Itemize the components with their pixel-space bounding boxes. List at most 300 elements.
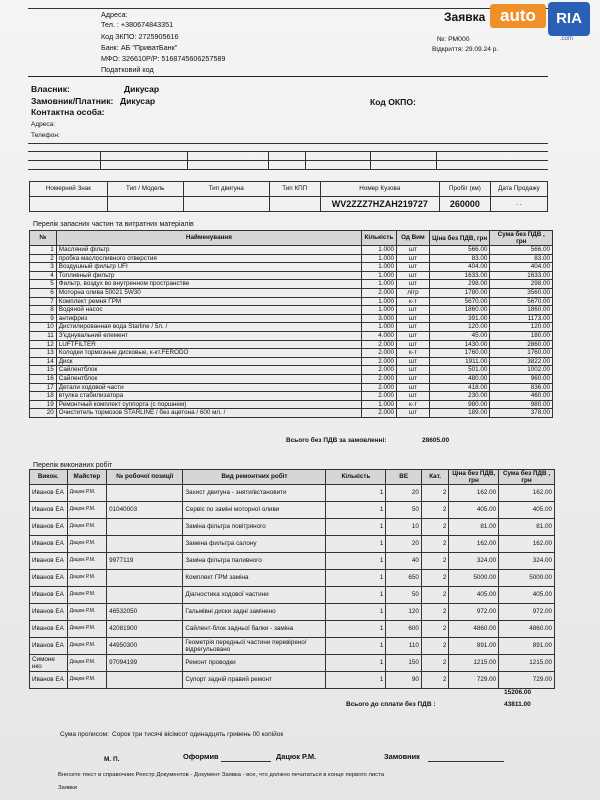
part-number: 15	[30, 366, 57, 375]
work-description: Сервіс по заміні моторної оливи	[183, 502, 326, 519]
part-sum: 1633.00	[490, 271, 553, 280]
work-description: Діагностика ходової частини	[183, 587, 326, 604]
work-price: 5000.00	[449, 570, 499, 587]
part-qty: 3.000	[361, 314, 396, 323]
part-sum: 1002.00	[490, 366, 553, 375]
work-executor: Иванов ЕА	[30, 621, 68, 638]
part-unit: шт	[396, 323, 429, 332]
grand-total-value: 43811.00	[504, 701, 531, 708]
parts-total-value: 28605.00	[422, 437, 450, 444]
part-unit: літр	[396, 288, 429, 297]
work-qty: 1	[326, 655, 386, 672]
work-executor: Симоне нко	[30, 655, 68, 672]
work-master: Дацюк Р.М.	[67, 672, 107, 689]
work-master: Дацюк Р.М.	[67, 621, 107, 638]
part-number: 2	[30, 254, 57, 263]
part-number: 14	[30, 357, 57, 366]
part-unit: шт	[396, 314, 429, 323]
work-category: 2	[421, 672, 448, 689]
works-header: № робочої позиції	[107, 470, 183, 485]
work-sum: 162.00	[499, 485, 555, 502]
part-price: 418.00	[429, 383, 490, 392]
part-qty: 2.000	[361, 392, 396, 401]
works-header: Ціна без ПДВ, грн	[449, 470, 499, 485]
parts-total-label: Всього без ПДВ за замовленні:	[286, 437, 387, 444]
parts-row	[30, 357, 553, 366]
zamovnyk-label: Замовник	[384, 752, 420, 761]
work-qty: 1	[326, 604, 386, 621]
vehicle-header: Номер Кузова	[320, 182, 439, 197]
work-price: 405.00	[449, 502, 499, 519]
doc-title: Заявка	[444, 10, 486, 24]
work-qty: 1	[326, 570, 386, 587]
work-description: Комплект ГРМ заміна	[183, 570, 326, 587]
work-category: 2	[421, 519, 448, 536]
work-sum: 4860.00	[499, 621, 555, 638]
part-unit: шт	[396, 374, 429, 383]
parts-header: Сума без ПДВ , грн	[490, 231, 553, 246]
part-name: Воздушный фильтр UFI	[56, 263, 361, 272]
work-price: 162.00	[449, 536, 499, 553]
work-price: 4860.00	[449, 621, 499, 638]
work-price: 1215.00	[449, 655, 499, 672]
works-row	[30, 519, 555, 536]
part-sum: 298.00	[490, 280, 553, 289]
work-qty: 1	[326, 672, 386, 689]
address-label: Адреса:	[31, 121, 56, 128]
work-category: 2	[421, 604, 448, 621]
vehicle-mileage: 260000	[440, 197, 491, 212]
logo-ria-text: RIA	[548, 2, 590, 36]
work-price: 729.00	[449, 672, 499, 689]
parts-row	[30, 263, 553, 272]
part-qty: 1.000	[361, 297, 396, 306]
works-row	[30, 502, 555, 519]
work-executor: Иванов ЕА	[30, 519, 68, 536]
part-sum: 1760.00	[490, 349, 553, 358]
part-name: антифриз	[56, 314, 361, 323]
part-number: 1	[30, 246, 57, 255]
sum-words-value: Сорок три тисячі вісімсот одинадцять гривень 00 копійок	[112, 731, 284, 738]
part-name: З'єднувальний елемент	[56, 331, 361, 340]
part-sum: 460.00	[490, 392, 553, 401]
part-qty: 2.000	[361, 349, 396, 358]
parts-row	[30, 400, 553, 409]
work-category: 2	[421, 536, 448, 553]
part-price: 566.00	[429, 246, 490, 255]
doc-opened: Відкриття: 29.09.24 р.	[432, 46, 499, 53]
part-qty: 2.000	[361, 374, 396, 383]
work-position	[107, 536, 183, 553]
works-header: Викон.	[30, 470, 68, 485]
works-row	[30, 570, 555, 587]
part-number: 10	[30, 323, 57, 332]
part-sum: 836.00	[490, 383, 553, 392]
work-master: Дацюк Р.М.	[67, 485, 107, 502]
part-name: Детали ходовой части	[56, 383, 361, 392]
parts-header: Найменування	[56, 231, 361, 246]
parts-row	[30, 297, 553, 306]
work-sum: 729.00	[499, 672, 555, 689]
part-qty: 1.000	[361, 400, 396, 409]
works-header: ВЕ	[386, 470, 422, 485]
works-row	[30, 536, 555, 553]
part-number: 4	[30, 271, 57, 280]
header-mfo: МФО: 326610Р/Р: 5168745606257589	[101, 54, 226, 63]
footer-note: Внесите текст в справочник Реестр Документов - Документ Заявка - все, что должно печататься в конце первого листа	[58, 772, 385, 778]
parts-row	[30, 409, 553, 418]
work-qty: 1	[326, 502, 386, 519]
work-sum: 972.00	[499, 604, 555, 621]
work-category: 2	[421, 553, 448, 570]
part-price: 391.00	[429, 314, 490, 323]
work-sum: 405.00	[499, 587, 555, 604]
work-ve: 50	[386, 502, 422, 519]
work-qty: 1	[326, 587, 386, 604]
part-sum: 3822.00	[490, 357, 553, 366]
part-price: 501.00	[429, 366, 490, 375]
part-unit: шт	[396, 392, 429, 401]
part-qty: 1.000	[361, 323, 396, 332]
work-master: Дацюк Р.М.	[67, 519, 107, 536]
work-master: Дацюк Р.М.	[67, 536, 107, 553]
part-sum: 1173.00	[490, 314, 553, 323]
autoria-logo	[470, 2, 596, 46]
part-qty: 1.000	[361, 263, 396, 272]
work-position	[107, 485, 183, 502]
part-price: 480.00	[429, 374, 490, 383]
logo-auto-text: auto	[490, 4, 546, 28]
part-number: 9	[30, 314, 57, 323]
header-tax-code: Податковий код	[101, 65, 154, 74]
part-price: 83.00	[429, 254, 490, 263]
footer-note-2: Заявки	[58, 785, 78, 791]
part-unit: шт	[396, 340, 429, 349]
part-price: 1911.00	[429, 357, 490, 366]
parts-table	[29, 230, 553, 418]
part-qty: 2.000	[361, 288, 396, 297]
part-qty: 2.000	[361, 383, 396, 392]
vehicle-gearbox	[269, 197, 320, 212]
part-qty: 2.000	[361, 340, 396, 349]
part-number: 7	[30, 297, 57, 306]
works-header: Кількість	[326, 470, 386, 485]
part-price: 980.00	[429, 400, 490, 409]
work-description: Замена фильтра салону	[183, 536, 326, 553]
work-executor: Иванов ЕА	[30, 672, 68, 689]
work-sum: 81.00	[499, 519, 555, 536]
oformyv-signature-line	[221, 761, 271, 762]
part-number: 13	[30, 349, 57, 358]
part-sum: 120.00	[490, 323, 553, 332]
part-name: Масляний фільтр	[56, 246, 361, 255]
logo-suffix: .com	[560, 36, 574, 42]
work-qty: 1	[326, 638, 386, 655]
grand-total-label: Всього до сплати без ПДВ :	[346, 701, 436, 708]
part-unit: шт	[396, 246, 429, 255]
vehicle-header: Тип двигуна	[183, 182, 269, 197]
parts-row	[30, 254, 553, 263]
parts-title: Перелік запасних частин та витратних матеріалів	[33, 221, 194, 228]
part-number: 18	[30, 392, 57, 401]
part-sum: 83.00	[490, 254, 553, 263]
work-category: 2	[421, 485, 448, 502]
work-position: 97094199	[107, 655, 183, 672]
work-ve: 600	[386, 621, 422, 638]
part-qty: 1.000	[361, 254, 396, 263]
parts-header: Ціна без ПДВ, грн	[429, 231, 490, 246]
part-sum: 5670.00	[490, 297, 553, 306]
work-description: Захист двигуна - зняти/встановити	[183, 485, 326, 502]
part-price: 1760.00	[429, 349, 490, 358]
work-category: 2	[421, 502, 448, 519]
part-qty: 1.000	[361, 306, 396, 315]
part-name: Очиститель тормозов STARLINE / без ацетона / 600 мл. /	[56, 409, 361, 418]
work-description: Гальмівні диски задні замінено	[183, 604, 326, 621]
work-position: 42081900	[107, 621, 183, 638]
part-number: 19	[30, 400, 57, 409]
work-sum: 5000.00	[499, 570, 555, 587]
vehicle-table	[29, 181, 548, 212]
works-row	[30, 485, 555, 502]
part-unit: шт	[396, 331, 429, 340]
parts-header: Од Вим	[396, 231, 429, 246]
part-unit: к-т	[396, 400, 429, 409]
part-sum: 960.00	[490, 374, 553, 383]
parts-row	[30, 280, 553, 289]
work-ve: 20	[386, 485, 422, 502]
oformyv-label: Оформив	[183, 752, 219, 761]
work-sum: 162.00	[499, 536, 555, 553]
work-ve: 90	[386, 672, 422, 689]
works-row	[30, 672, 555, 689]
parts-row	[30, 246, 553, 255]
work-master: Дацюк Р.М.	[67, 553, 107, 570]
works-title: Перелік виконаних робіт	[33, 462, 113, 469]
parts-row	[30, 383, 553, 392]
works-table	[29, 469, 555, 689]
part-sum: 1860.00	[490, 306, 553, 315]
vehicle-header: Тип КПП	[269, 182, 320, 197]
contact-label: Контактна особа:	[31, 107, 105, 117]
part-unit: шт	[396, 271, 429, 280]
header-phone: Тел. : +380674843351	[101, 20, 174, 29]
oformyv-value: Дацюк Р.М.	[276, 752, 317, 761]
work-description: Супорт задній правий ремонт	[183, 672, 326, 689]
works-row	[30, 655, 555, 672]
okpo-label: Код ОКПО:	[370, 97, 416, 107]
work-category: 2	[421, 655, 448, 672]
part-sum: 3560.00	[490, 288, 553, 297]
part-name: LUFTFILTER	[56, 340, 361, 349]
part-name: Сайлентблок	[56, 366, 361, 375]
work-qty: 1	[326, 536, 386, 553]
vehicle-header: Дата Продажу	[490, 182, 547, 197]
works-row	[30, 604, 555, 621]
works-row	[30, 587, 555, 604]
work-executor: Иванов ЕА	[30, 638, 68, 655]
works-row	[30, 621, 555, 638]
work-category: 2	[421, 587, 448, 604]
part-number: 12	[30, 340, 57, 349]
header-divider	[28, 76, 548, 77]
part-number: 5	[30, 280, 57, 289]
parts-row	[30, 340, 553, 349]
work-description: Заміна фільтра повітряного	[183, 519, 326, 536]
part-name: втулка стабилизатора	[56, 392, 361, 401]
part-qty: 2.000	[361, 357, 396, 366]
part-price: 298.00	[429, 280, 490, 289]
header-address-label: Адреса:	[101, 10, 128, 19]
work-position	[107, 672, 183, 689]
work-master: Дацюк Р.М.	[67, 638, 107, 655]
vehicle-model	[107, 197, 183, 212]
part-sum: 2860.00	[490, 340, 553, 349]
part-qty: 2.000	[361, 366, 396, 375]
work-ve: 50	[386, 587, 422, 604]
part-sum: 566.00	[490, 246, 553, 255]
part-qty: 4.000	[361, 331, 396, 340]
work-ve: 110	[386, 638, 422, 655]
work-position: 9977119	[107, 553, 183, 570]
part-unit: шт	[396, 263, 429, 272]
part-unit: к-т	[396, 349, 429, 358]
part-price: 45.00	[429, 331, 490, 340]
mp-label: М. П.	[104, 756, 120, 763]
work-executor: Иванов ЕА	[30, 553, 68, 570]
parts-row	[30, 366, 553, 375]
parts-row	[30, 392, 553, 401]
work-position	[107, 570, 183, 587]
work-master: Дацюк Р.М.	[67, 587, 107, 604]
parts-row	[30, 271, 553, 280]
work-executor: Иванов ЕА	[30, 502, 68, 519]
part-name: Колодки тормозные дисковые, к-кт.FERODO	[56, 349, 361, 358]
part-unit: к-т	[396, 297, 429, 306]
part-unit: шт	[396, 357, 429, 366]
part-sum: 404.00	[490, 263, 553, 272]
work-master: Дацюк Р.М.	[67, 604, 107, 621]
part-name: Комплект ремня ГРМ	[56, 297, 361, 306]
work-sum: 324.00	[499, 553, 555, 570]
work-qty: 1	[326, 485, 386, 502]
part-unit: шт	[396, 254, 429, 263]
parts-row	[30, 306, 553, 315]
work-sum: 891.00	[499, 638, 555, 655]
work-category: 2	[421, 570, 448, 587]
work-qty: 1	[326, 553, 386, 570]
vehicle-plate	[30, 197, 108, 212]
part-price: 230.00	[429, 392, 490, 401]
customer-value: Дикусар	[120, 96, 156, 106]
part-price: 5670.00	[429, 297, 490, 306]
part-name: Дистилированная вода Starline / 5л. /	[56, 323, 361, 332]
work-price: 162.00	[449, 485, 499, 502]
part-sum: 180.00	[490, 331, 553, 340]
part-number: 3	[30, 263, 57, 272]
works-row	[30, 638, 555, 655]
work-sum: 405.00	[499, 502, 555, 519]
part-price: 404.00	[429, 263, 490, 272]
work-price: 891.00	[449, 638, 499, 655]
header-bank: Банк: АБ "ПриватБанк"	[101, 43, 178, 52]
owner-label: Власник:	[31, 84, 70, 94]
part-name: Диск	[56, 357, 361, 366]
works-total-value: 15206.00	[504, 689, 532, 696]
part-price: 1633.00	[429, 271, 490, 280]
work-executor: Иванов ЕА	[30, 570, 68, 587]
parts-row	[30, 331, 553, 340]
part-number: 20	[30, 409, 57, 418]
work-description: Сайлент-блок задньої балки - заміна	[183, 621, 326, 638]
part-qty: 2.000	[361, 409, 396, 418]
work-sum: 1215.00	[499, 655, 555, 672]
work-executor: Иванов ЕА	[30, 604, 68, 621]
vehicle-engine	[183, 197, 269, 212]
work-ve: 120	[386, 604, 422, 621]
part-name: Водяной насос	[56, 306, 361, 315]
vehicle-header: Номерний Знак	[30, 182, 108, 197]
work-price: 972.00	[449, 604, 499, 621]
part-number: 16	[30, 374, 57, 383]
work-category: 2	[421, 621, 448, 638]
part-name: Топливный фильтр	[56, 271, 361, 280]
part-price: 1860.00	[429, 306, 490, 315]
work-position	[107, 587, 183, 604]
sum-words-label: Сума прописом:	[60, 731, 109, 738]
work-ve: 650	[386, 570, 422, 587]
work-master: Дацюк Р.М.	[67, 655, 107, 672]
parts-row	[30, 349, 553, 358]
doc-number: №: РМ000	[437, 36, 470, 43]
part-unit: шт	[396, 409, 429, 418]
parts-header: №	[30, 231, 57, 246]
owner-value: Дикусар	[124, 84, 160, 94]
work-executor: Иванов ЕА	[30, 587, 68, 604]
parts-row	[30, 374, 553, 383]
works-header: Вид ремонтних робіт	[183, 470, 326, 485]
work-qty: 1	[326, 519, 386, 536]
vehicle-header: Пробіг (км)	[440, 182, 491, 197]
parts-header: Кількість	[361, 231, 396, 246]
work-description: Геометрія передньої частини перевірено/відрегульовано	[183, 638, 326, 655]
customer-label: Замовник/Платник:	[31, 96, 114, 106]
part-price: 120.00	[429, 323, 490, 332]
header-edrpou: Код ЗКПО: 2725905616	[101, 32, 179, 41]
part-number: 6	[30, 288, 57, 297]
parts-row	[30, 288, 553, 297]
work-ve: 10	[386, 519, 422, 536]
works-row	[30, 553, 555, 570]
part-unit: шт	[396, 306, 429, 315]
part-number: 17	[30, 383, 57, 392]
work-qty: 1	[326, 621, 386, 638]
work-position: 44950300	[107, 638, 183, 655]
zamovnyk-signature-line	[428, 761, 504, 762]
part-unit: шт	[396, 383, 429, 392]
vehicle-header: Тип / Модель	[107, 182, 183, 197]
works-header: Сума без ПДВ , грн	[499, 470, 555, 485]
work-price: 405.00	[449, 587, 499, 604]
work-description: Ремонт проводки	[183, 655, 326, 672]
part-name: Фильтр, воздух во внутренном пространстве	[56, 280, 361, 289]
work-position	[107, 519, 183, 536]
part-sum: 980.00	[490, 400, 553, 409]
phone-label: Телефон:	[31, 132, 60, 139]
work-executor: Иванов ЕА	[30, 485, 68, 502]
work-position: 46532050	[107, 604, 183, 621]
work-price: 324.00	[449, 553, 499, 570]
